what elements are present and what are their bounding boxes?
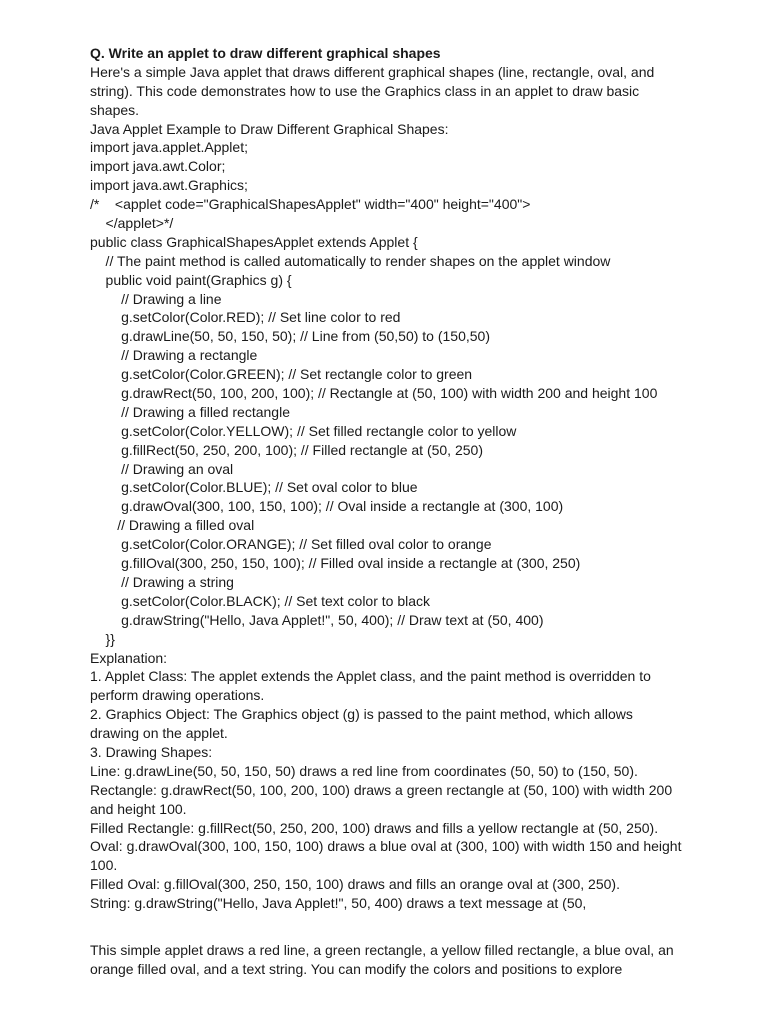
- code-line: </applet>*/: [90, 215, 174, 232]
- code-line: g.setColor(Color.GREEN); // Set rectangle color to green: [90, 366, 473, 383]
- code-line: public void paint(Graphics g) {: [90, 271, 292, 288]
- explanation-line: Line: g.drawLine(50, 50, 150, 50) draws a red line from coordinates (50, 50) to (150, 50).: [90, 762, 638, 779]
- code-line: g.setColor(Color.BLUE); // Set oval color to blue: [90, 479, 418, 496]
- code-line: g.setColor(Color.RED); // Set line color to red: [90, 309, 401, 326]
- intro-line: Here's a simple Java applet that draws different graphical shapes (line, rectangle, oval, and: [90, 63, 655, 80]
- code-line: g.setColor(Color.YELLOW); // Set filled rectangle color to yellow: [90, 422, 517, 439]
- paragraph-gap: [90, 913, 690, 941]
- code-line: import java.applet.Applet;: [90, 139, 248, 156]
- code-line: // Drawing a line: [90, 290, 222, 307]
- code-line: // Drawing an oval: [90, 460, 234, 477]
- explanation-line: String: g.drawString("Hello, Java Applet!", 50, 400) draws a text message at (50,: [90, 895, 587, 912]
- explanation-line: Oval: g.drawOval(300, 100, 150, 100) draws a blue oval at (300, 100) with width 150 and height: [90, 838, 682, 855]
- code-line: /* <applet code="GraphicalShapesApplet" width="400" height="400">: [90, 196, 531, 213]
- question-title: Q. Write an applet to draw different graphical shapes: [90, 45, 441, 61]
- code-line: g.fillRect(50, 250, 200, 100); // Filled rectangle at (50, 250): [90, 441, 483, 458]
- code-line: // Drawing a rectangle: [90, 347, 258, 364]
- code-line: g.drawString("Hello, Java Applet!", 50, 400); // Draw text at (50, 400): [90, 611, 544, 628]
- intro-line: shapes.: [90, 101, 140, 118]
- code-line: // Drawing a string: [90, 573, 234, 590]
- explanation-line: 100.: [90, 857, 118, 874]
- explanation-line: Filled Rectangle: g.fillRect(50, 250, 200, 100) draws and fills a yellow rectangle at (50, 250).: [90, 819, 659, 836]
- code-line: g.drawOval(300, 100, 150, 100); // Oval inside a rectangle at (300, 100): [90, 498, 564, 515]
- intro-paragraph: [90, 63, 690, 139]
- intro-line: string). This code demonstrates how to use the Graphics class in an applet to draw basic: [90, 82, 640, 99]
- explanation-line: Rectangle: g.drawRect(50, 100, 200, 100) draws a green rectangle at (50, 100) with width 200: [90, 781, 673, 798]
- code-line: g.setColor(Color.ORANGE); // Set filled oval color to orange: [90, 536, 492, 553]
- code-line: // Drawing a filled oval: [90, 517, 255, 534]
- explanation-line: 1. Applet Class: The applet extends the Applet class, and the paint method is overridden to: [90, 668, 651, 685]
- code-line: import java.awt.Graphics;: [90, 177, 248, 194]
- code-line: public class GraphicalShapesApplet extends Applet {: [90, 233, 418, 250]
- explanation-line: 3. Drawing Shapes:: [90, 743, 213, 760]
- code-line: // The paint method is called automatically to render shapes on the applet window: [90, 252, 611, 269]
- conclusion-paragraph: [90, 941, 690, 979]
- code-line: g.fillOval(300, 250, 150, 100); // Filled oval inside a rectangle at (300, 250): [90, 555, 581, 572]
- conclusion-line: This simple applet draws a red line, a green rectangle, a yellow filled rectangle, a blue oval, an: [90, 941, 674, 958]
- code-line: g.drawRect(50, 100, 200, 100); // Rectangle at (50, 100) with width 200 and height 100: [90, 385, 658, 402]
- explanation-section: [90, 649, 690, 913]
- code-line: g.drawLine(50, 50, 150, 50); // Line from (50,50) to (150,50): [90, 328, 490, 345]
- document-page: [90, 44, 690, 979]
- intro-line: Java Applet Example to Draw Different Graphical Shapes:: [90, 120, 449, 137]
- code-line: g.setColor(Color.BLACK); // Set text color to black: [90, 592, 431, 609]
- explanation-line: Explanation:: [90, 649, 168, 666]
- code-line: }}: [90, 630, 115, 647]
- explanation-line: perform drawing operations.: [90, 687, 265, 704]
- explanation-line: 2. Graphics Object: The Graphics object (g) is passed to the paint method, which allows: [90, 706, 633, 723]
- code-block: [90, 138, 690, 648]
- code-line: // Drawing a filled rectangle: [90, 403, 290, 420]
- code-line: import java.awt.Color;: [90, 158, 226, 175]
- conclusion-line: orange filled oval, and a text string. You can modify the colors and positions to explore: [90, 960, 623, 977]
- explanation-line: drawing on the applet.: [90, 725, 228, 742]
- explanation-line: and height 100.: [90, 800, 187, 817]
- explanation-line: Filled Oval: g.fillOval(300, 250, 150, 100) draws and fills an orange oval at (300, 250).: [90, 876, 620, 893]
